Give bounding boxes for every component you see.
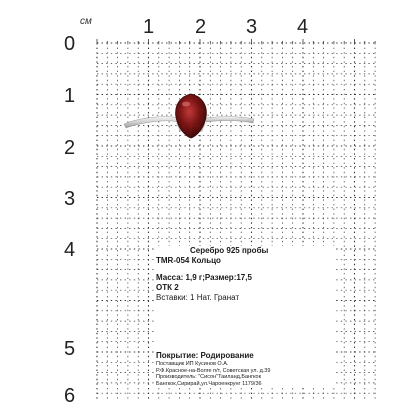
ruler-left-label-6: 6 <box>64 385 76 407</box>
manufacturer-text: Производитель: "Сисон"Таиланд,Бангкок <box>156 374 261 381</box>
manufacturer-address-text: Бангкок,Сирирай,ул.Чароенкрунг 1179/36 <box>156 380 262 387</box>
ruler-left-label-3: 3 <box>64 188 76 210</box>
material-text: Серебро 925 пробы <box>190 246 269 255</box>
ruler-ticks <box>97 39 375 43</box>
inserts-text: Вставки: 1 Нат. Гранат <box>156 293 240 302</box>
ruler-top-label-1: 1 <box>143 16 155 38</box>
product-label <box>156 246 336 387</box>
ruler-top-label-3: 3 <box>246 16 258 38</box>
supplier-text: Поставщик ИП Кусинов О.А. <box>156 361 229 367</box>
ruler-top-label-2: 2 <box>195 16 207 38</box>
ruler-left-label-2: 2 <box>64 137 76 159</box>
ring-band-right <box>206 117 254 123</box>
coating-text: Покрытие: Родирование <box>156 351 254 360</box>
supplier-address-text: Р.Ф.Красное-на-Волге п/т, Советская ул. д.39 <box>156 367 271 374</box>
otk-text: ОТК 2 <box>156 283 179 292</box>
ruler-left-label-0: 0 <box>64 33 76 55</box>
ring-photo <box>120 88 260 148</box>
ruler-top-label-4: 4 <box>297 16 309 38</box>
ruler-unit-label: см <box>80 16 92 27</box>
ruler-left-label-4: 4 <box>64 239 76 261</box>
ruler-left-label-5: 5 <box>64 338 76 360</box>
ring-band <box>124 117 178 128</box>
model-text: TMR-054 Кольцо <box>156 256 221 265</box>
weight-size-text: Масса: 1,9 г;Размер:17,5 <box>156 273 252 282</box>
ruler-left-label-1: 1 <box>64 85 76 107</box>
